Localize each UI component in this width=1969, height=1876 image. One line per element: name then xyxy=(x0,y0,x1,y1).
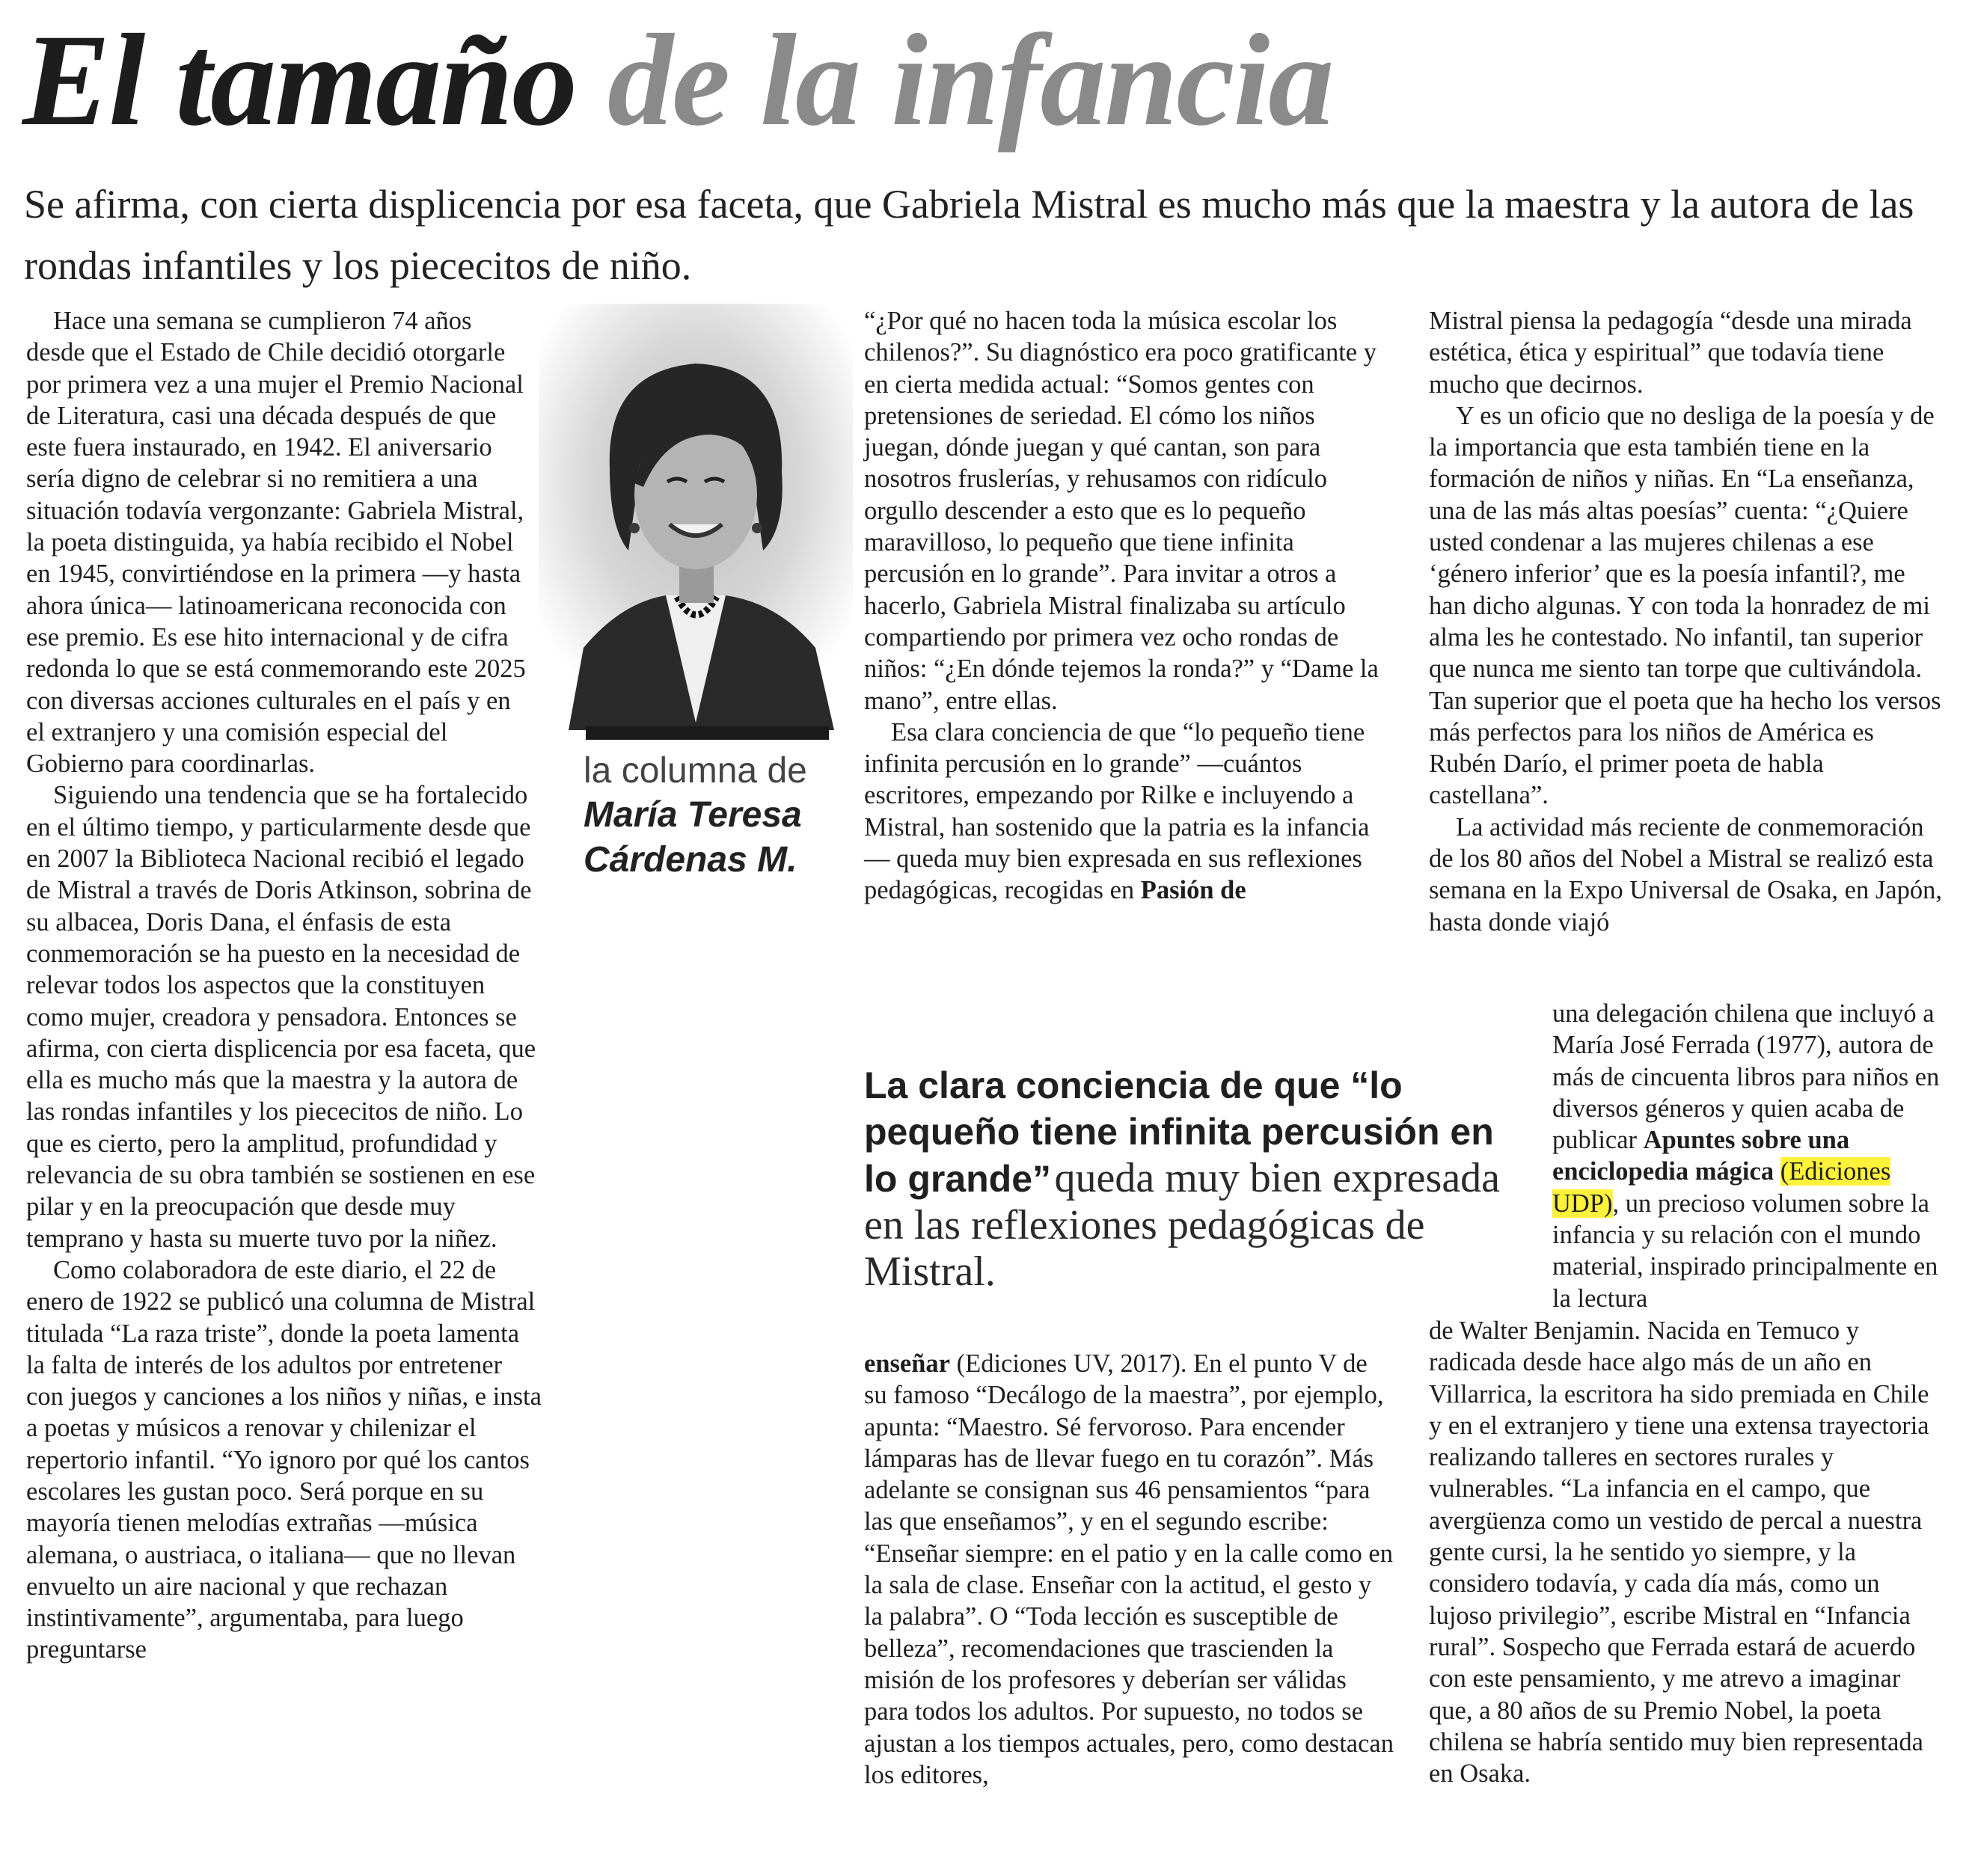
paragraph: de Walter Benjamin. Nacida en Temuco y radicada desde hace algo más de un año en Villarrica, la escritora ha sido premiada en Chile y en el extranjero y tiene una extensa trayectoria realizando talleres en sectores rurales y vulnerables. “La infancia en el campo, que avergüenza como un vestido de percal a nuestra gente cursi, la he sentido yo siempre, y la considero todavía, y cada día más, como un lujoso privilegio”, escribe Mistral en “Infancia rural”. Sospecho que Ferrada estará de acuerdo con este pensamiento, y me atrevo a imaginar que, a 80 años de su Premio Nobel, la poeta chilena se habría sentido muy bien representada en Osaka. xyxy=(1429,1316,1929,1788)
byline-prefix: la columna de xyxy=(584,751,807,791)
article-title xyxy=(22,7,1333,153)
paragraph: “¿Por qué no hacen toda la música escolar los chilenos?”. Su diagnóstico era poco gratificante y en cierta medida actual: “Somos gentes con pretensiones de seriedad. El cómo los niños juegan, dónde juegan y qué cantan, son para nosotros fruslerías, y rehusamos con ridículo orgullo descender a esto que es lo pequeño maravilloso, lo pequeño que tiene infinita percusión en lo grande”. Para invitar a otros a hacerlo, Gabriela Mistral finalizaba su artículo compartiendo por primera vez ocho rondas de niños: “¿En dónde tejemos la ronda?” y “Dame la mano”, entre ellas. xyxy=(864,307,1379,715)
author-name-line2: Cárdenas M. xyxy=(584,840,797,880)
paragraph: La actividad más reciente de conmemoración de los 80 años del Nobel a Mistral se realizó esta semana en la Expo Universal de Osaka, en Japón, hasta donde viajó xyxy=(1429,812,1942,937)
paragraph xyxy=(864,717,1388,907)
book-title: Pasión de xyxy=(1140,876,1246,905)
author-name-line1: María Teresa xyxy=(584,795,802,835)
paragraph-text: una delegación chilena que incluyó a María José Ferrada (1977), autora de más de cincuenta libros para niños en diversos géneros y quien acaba de publicar xyxy=(1552,999,1940,1155)
highlighted-publisher: (Ediciones UDP) xyxy=(1552,1157,1891,1218)
article-subtitle: Se afirma, con cierta displicencia por esa faceta, que Gabriela Mistral es mucho más que la maestra y la autora de las rondas infantiles y los piececitos de niño. xyxy=(24,182,1914,288)
byline-rule xyxy=(586,726,829,740)
text-column-2-top xyxy=(864,305,1388,907)
pull-quote xyxy=(864,1062,1522,1295)
book-title: enseñar xyxy=(864,1349,950,1378)
paragraph xyxy=(864,1348,1395,1791)
paragraph: Como colaboradora de este diario, el 22 de enero de 1922 se publicó una columna de Mistral titulada “La raza triste”, donde la poeta lamenta la falta de interés de los adultos por entretener con juegos y canciones a los niños y niñas, e insta a poetas y músicos a renovar y chilenizar el repertorio infantil. “Yo ignoro por qué los cantos escolares les gustan poco. Será porque en su mayoría tienen melodías extrañas —música alemana, o austriaca, o italiana— que no llevan envuelto un aire nacional y que rechazan instintivamente”, argumentaba, para luego preguntarse xyxy=(26,1255,542,1664)
paragraph: Hace una semana se cumplieron 74 años desde que el Estado de Chile decidió otorgarle por primera vez a una mujer el Premio Nacional de Literatura, casi una década después de que este fuera instaurado, en 1942. El aniversario sería digno de celebrar si no remitiera a una situación todavía vergonzante: Gabriela Mistral, la poeta distinguida, ya había recibido el Nobel en 1945, convirtiéndose en la primera —y hasta ahora única— latinoamericana reconocida con ese premio. Es ese hito internacional y de cifra redonda lo que se está conmemorando este 2025 con diversas acciones culturales en el país y en el extranjero y una comisión especial del Gobierno para coordinarlas. xyxy=(26,307,526,779)
pull-quote-bold: La clara conciencia de que “lo pequeño tiene infinita percusión en lo grande” xyxy=(864,1064,1494,1200)
text-column-1 xyxy=(26,305,542,1666)
text-column-2-bottom xyxy=(864,1348,1395,1791)
paragraph: Siguiendo una tendencia que se ha fortalecido en el último tiempo, y particularmente desde que en 2007 la Biblioteca Nacional recibió el legado de Mistral a través de Doris Atkinson, sobrina de su albacea, Doris Dana, el énfasis de esta conmemoración se ha puesto en la necesidad de relevar todos los aspectos que la constituyen como mujer, creadora y pensadora. Entonces se afirma, con cierta displicencia por esa faceta, que ella es mucho más que la maestra y la autora de las rondas infantiles y los piececitos de niño. Lo que es cierto, pero la amplitud, profundidad y relevancia de su obra también se sostienen en ese pilar y en la preocupación que desde muy temprano y hasta su muerte tuvo por la niñez. xyxy=(26,781,536,1253)
pull-quote-rest: queda muy bien expresada en las reflexiones pedagógicas de Mistral. xyxy=(864,1155,1501,1295)
paragraph xyxy=(1552,998,1949,1314)
text-column-3-bottom xyxy=(1429,1315,1945,1789)
paragraph-text: , un precioso volumen sobre la infancia y su relación con el mundo material, inspirado principalmente en la lectura xyxy=(1552,1189,1938,1313)
author-portrait xyxy=(539,304,853,730)
paragraph-text: (Ediciones UV, 2017). En el punto V de su famoso “Decálogo de la maestra”, por ejemplo, apunta: “Maestro. Sé fervoroso. Para encender lámparas has de llevar fuego en tu corazón”. Más adelante se consignan sus 46 pensamientos “para las que enseñamos”, y en el segundo escribe: “Enseñar siempre: en el patio y en la calle como en la sala de clase. Enseñar con la actitud, el gesto y la palabra”. O “Toda lección es susceptible de belleza”, recomendaciones que trascienden la misión de los profesores y deberían ser válidas para todos los adultos. Por supuesto, no todos se ajustan a los tiempos actuales, pero, como destacan los editores, xyxy=(864,1349,1394,1789)
paragraph-text: Esa clara conciencia de que “lo pequeño tiene infinita percusión en lo grande” —cuántos escritores, empezando por Rilke e incluyendo a Mistral, han sostenido que la patria es la infancia— queda muy bien expresada en sus reflexiones pedagógicas, recogidas en xyxy=(864,717,1370,905)
title-part-gray: de la infancia xyxy=(607,7,1333,153)
book-title: Apuntes sobre una enciclopedia mágica xyxy=(1552,1126,1850,1186)
text-column-3-inset xyxy=(1552,998,1949,1314)
paragraph: Y es un oficio que no desliga de la poesía y de la importancia que esta también tiene en la formación de niños y niñas. En “La enseñanza, una de las más altas poesías” cuenta: “¿Quiere usted condenar a las mujeres chilenas a ese ‘género inferior’ que es la poesía infantil?, me han dicho algunas. Y con toda la honradez de mi alma les he contestado. No infantil, tan superior que nunca me siento tan torpe que cultivándola. Tan superior que el poeta que ha hecho los versos más perfectos para los niños de América es Rubén Darío, el primer poeta de habla castellana”. xyxy=(1429,401,1941,810)
byline xyxy=(584,750,853,883)
text-column-3-top xyxy=(1429,305,1945,938)
paragraph: Mistral piensa la pedagogía “desde una mirada estética, ética y espiritual” que todavía tiene mucho que decirnos. xyxy=(1429,307,1912,399)
title-part-dark: El tamaño xyxy=(22,7,576,153)
